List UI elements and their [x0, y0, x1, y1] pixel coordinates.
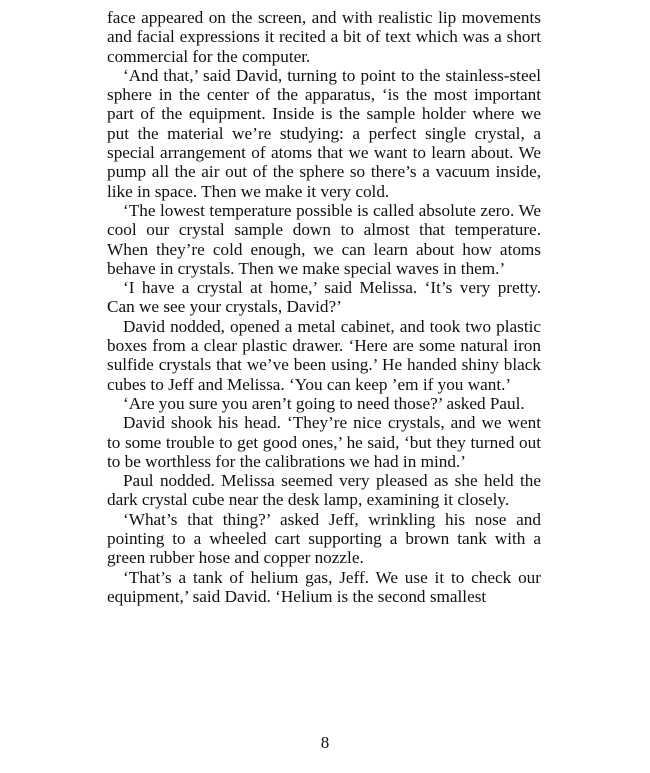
paragraph: David shook his head. ‘They’re nice crystals, and we went to some trouble to get good ones,’ he said, ‘but they turned out to be worthless for the calibrations we had in mind.’: [107, 413, 541, 471]
paragraph: ‘That’s a tank of helium gas, Jeff. We use it to check our equipment,’ said David. ‘Helium is the second smallest: [107, 567, 541, 606]
paragraph: ‘And that,’ said David, turning to point to the stainless-steel sphere in the center of the apparatus, ‘is the most important part of the equipment. Inside is the sample holder where we put the material we’re studying: a perfect single crystal, a special arrangement of atoms that we want to learn about. We pump all the air out of the sphere so there’s a vacuum inside, like in space. Then we make it very cold.: [107, 65, 541, 201]
paragraph: Paul nodded. Melissa seemed very pleased as she held the dark crystal cube near the desk lamp, examining it closely.: [107, 471, 541, 510]
page-number: 8: [320, 733, 330, 752]
paragraph: ‘Are you sure you aren’t going to need those?’ asked Paul.: [123, 393, 525, 413]
paragraph: ‘I have a crystal at home,’ said Melissa. ‘It’s very pretty. Can we see your crystals, David?’: [107, 278, 541, 317]
paragraph: David nodded, opened a metal cabinet, and took two plastic boxes from a clear plastic drawer. ‘Here are some natural iron sulfide crystals that we’ve been using.’ He handed shiny black cubes to Jeff and Melissa. ‘You can keep ’em if you want.’: [107, 316, 541, 394]
paragraph: ‘What’s that thing?’ asked Jeff, wrinkling his nose and pointing to a wheeled cart supporting a brown tank with a green rubber hose and copper nozzle.: [107, 509, 541, 568]
page-body: [107, 8, 541, 606]
paragraph: ‘The lowest temperature possible is called absolute zero. We cool our crystal sample down to almost that temperature. When they’re cold enough, we can learn about how atoms behave in crystals. Then we make special waves in them.’: [107, 200, 541, 278]
paragraph: face appeared on the screen, and with realistic lip movements and facial expressions it recited a bit of text which was a short commercial for the computer.: [107, 8, 541, 66]
